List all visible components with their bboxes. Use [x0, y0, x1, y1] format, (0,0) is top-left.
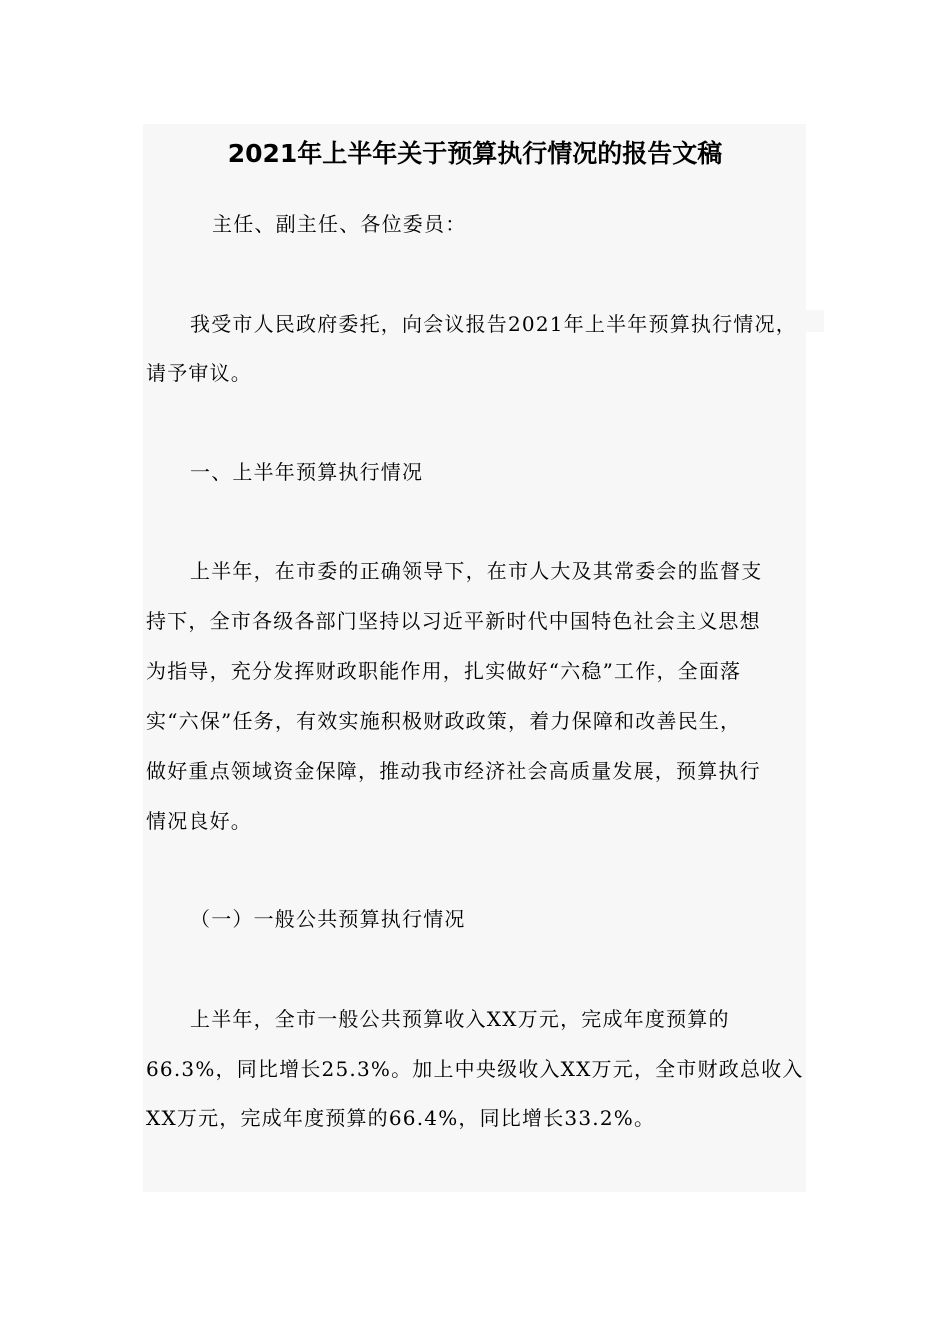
intro-line-2: 请予审议。	[146, 361, 252, 385]
paragraph-line: 情况良好。	[146, 809, 252, 833]
document-title: 2021年上半年关于预算执行情况的报告文稿	[227, 139, 723, 168]
paragraph-line: 上半年，在市委的正确领导下，在市人大及其常委会的监督支	[190, 559, 763, 583]
paragraph-line: 为指导，充分发挥财政职能作用，扎实做好“六稳”工作，全面落	[146, 659, 742, 683]
intro-line-1: 我受市人民政府委托，向会议报告2021年上半年预算执行情况，	[190, 312, 797, 336]
page-edge-mark	[806, 310, 824, 332]
paragraph-line: 实“六保”任务，有效实施积极财政政策，着力保障和改善民生，	[146, 709, 742, 733]
paragraph-line: XX万元，完成年度预算的66.4%，同比增长33.2%。	[146, 1106, 656, 1130]
salutation: 主任、副主任、各位委员：	[212, 212, 467, 236]
section-heading-1: 一、上半年预算执行情况	[190, 460, 424, 484]
paragraph-line: 持下，全市各级各部门坚持以习近平新时代中国特色社会主义思想	[146, 609, 761, 633]
paragraph-line: 上半年，全市一般公共预算收入XX万元，完成年度预算的	[190, 1007, 730, 1031]
paragraph-line: 66.3%，同比增长25.3%。加上中央级收入XX万元，全市财政总收入	[146, 1057, 804, 1081]
subsection-heading-1: （一）一般公共预算执行情况	[190, 907, 466, 931]
paragraph-line: 做好重点领域资金保障，推动我市经济社会高质量发展，预算执行	[146, 759, 761, 783]
